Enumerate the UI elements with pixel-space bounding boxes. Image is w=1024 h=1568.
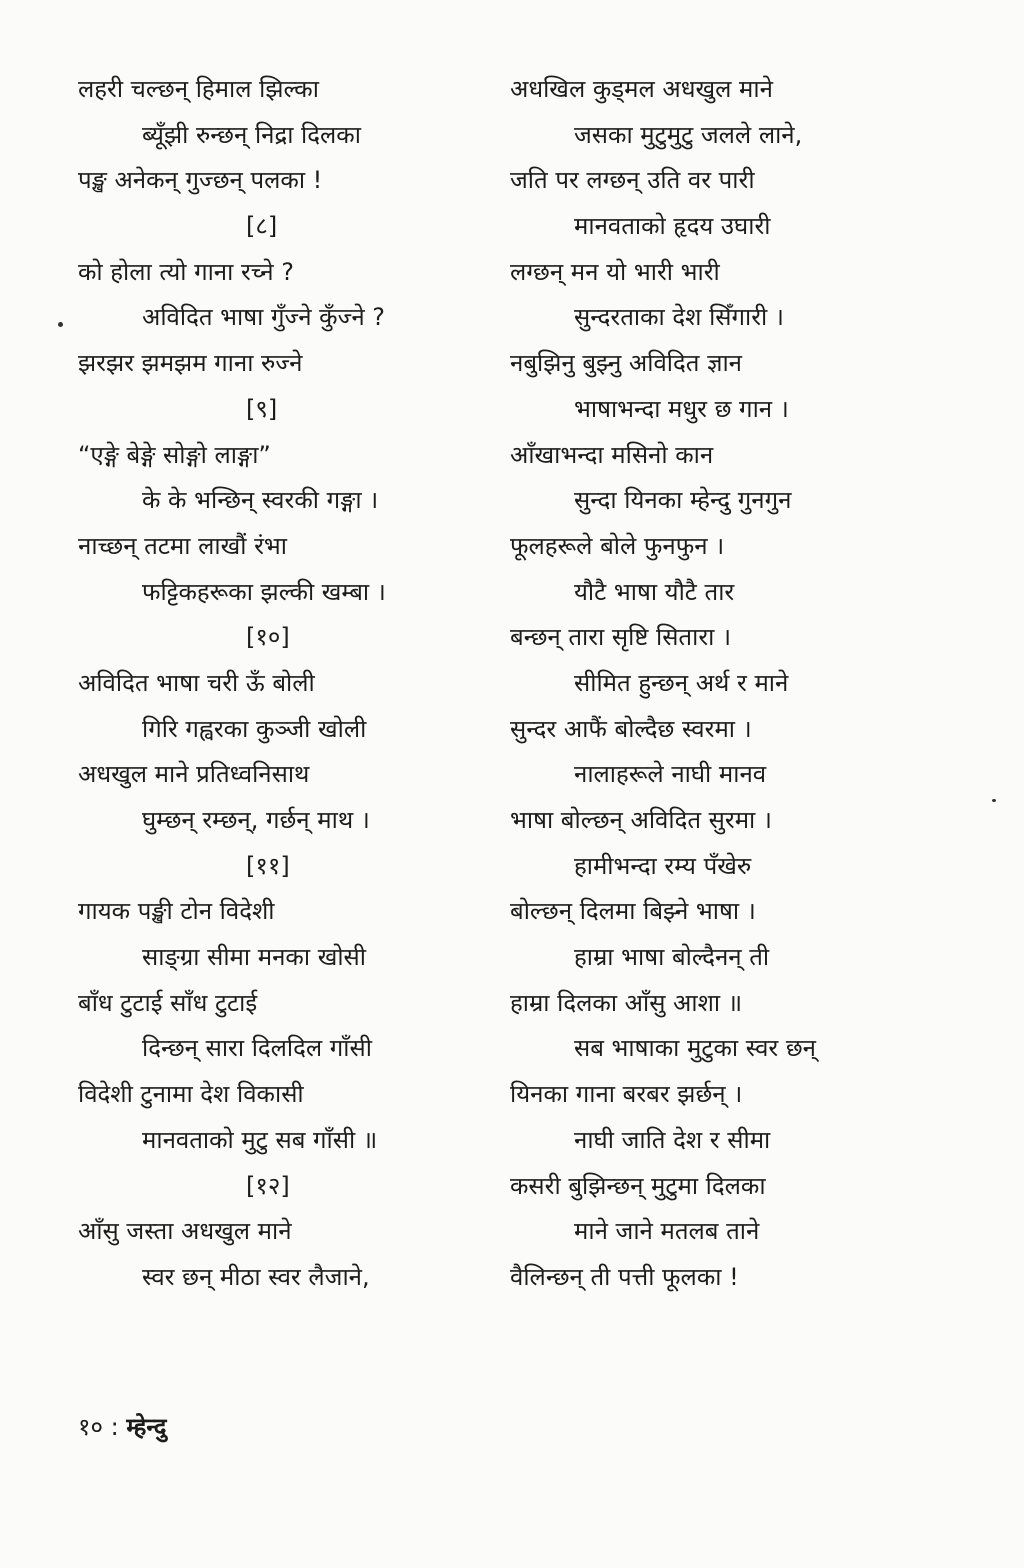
verse-line: झरझर झमझम गाना रुज्ने [78,349,303,378]
verse-line: नाच्छन् तटमा लाखौं रंभा [78,531,287,560]
left-column [78,67,488,1301]
footer-title: म्हेन्दु [126,1413,167,1441]
verse-line: सुन्दर आफैं बोल्दैछ स्वरमा । [510,714,752,743]
verse-line: बोल्छन् दिलमा बिझ्ने भाषा । [510,897,756,926]
verse-line: दिन्छन् सारा दिलदिल गाँसी [142,1034,372,1063]
verse-line: नालाहरूले नाघी मानव [574,760,767,789]
verse-line: यिनका गाना बरबर झर्छन् । [510,1080,743,1109]
stanza-number: [११] [246,851,290,880]
verse-line: गायक पङ्खी टोन विदेशी [78,897,275,926]
footer-separator: : [110,1413,119,1441]
verse-line: ब्यूँझी रुन्छन् निद्रा दिलका [142,120,361,149]
verse-line: अधखिल कुड्मल अधखुल माने [510,75,773,103]
verse-line: “एङ्गे बेङ्गे सोङ्गो लाङ्गा” [78,440,271,469]
verse-line: लग्छन् मन यो भारी भारी [510,257,720,286]
right-column [510,67,950,1301]
stanza-number: [८] [246,212,278,241]
verse-line: सब भाषाका मुटुका स्वर छन् [574,1034,817,1063]
verse-line: पङ्ख अनेकन् गुज्छन् पलका ! [78,166,323,195]
verse-line: नबुझिनु बुझ्नु अविदित ज्ञान [510,349,742,378]
verse-line: लहरी चल्छन् हिमाल झिल्का [78,75,319,103]
verse-line: कसरी बुझिन्छन् मुटुमा दिलका [510,1171,766,1200]
verse-line: यौटै भाषा यौटै तार [574,577,735,606]
verse-line: घुम्छन् रम्छन्, गर्छन् माथ । [142,806,370,834]
verse-line: जसका मुटुमुटु जलले लाने, [574,120,803,149]
verse-line: विदेशी टुनामा देश विकासी [78,1080,304,1109]
verse-line: गिरि गह्वरका कुञ्जी खोली [142,714,367,743]
verse-line: आँखाभन्दा मसिनो कान [510,440,714,469]
verse-line: आँसु जस्ता अधखुल माने [78,1217,292,1246]
verse-line: हाम्रा दिलका आँसु आशा ॥ [510,988,743,1017]
stanza-number: [९] [246,394,278,423]
verse-line: मानवताको हृदय उघारी [574,212,771,241]
verse-line: मानवताको मुटु सब गाँसी ॥ [142,1125,378,1154]
verse-line: सुन्दरताका देश सिँगारी । [574,303,784,332]
verse-line: अविदित भाषा गुँज्ने कुँज्ने ? [142,303,386,332]
verse-line: भाषा बोल्छन् अविदित सुरमा । [510,806,772,834]
verse-line: अविदित भाषा चरी ऊँ बोली [78,668,315,697]
speck-mark [992,799,996,802]
verse-line: बन्छन् तारा सृष्टि सितारा । [510,623,732,652]
stanza-number: [१०] [246,623,290,652]
stanza-number: [१२] [246,1171,290,1200]
verse-line: सुन्दा यिनका म्हेन्दु गुनगुन [574,486,792,515]
verse-line: स्वर छन् मीठा स्वर लैजाने, [142,1262,370,1291]
verse-line: अधखुल माने प्रतिध्वनिसाथ [78,760,310,789]
verse-line: बाँध टुटाई साँध टुटाई [78,988,258,1017]
verse-line: हाम्रा भाषा बोल्दैनन् ती [574,943,770,972]
verse-line: भाषाभन्दा मधुर छ गान । [574,394,789,423]
verse-line: सीमित हुन्छन् अर्थ र माने [574,668,789,697]
page-number: १० [78,1413,103,1441]
verse-line: वैलिन्छन् ती पत्ती फूलका ! [510,1262,739,1291]
page-footer [78,1410,167,1443]
verse-line: हामीभन्दा रम्य पँखेरु [574,851,752,880]
verse-line: के के भन्छिन् स्वरकी गङ्गा । [142,486,379,515]
verse-line: जति पर लग्छन् उति वर पारी [510,166,755,195]
verse-line: को होला त्यो गाना रच्ने ? [78,257,294,286]
verse-line: फूलहरूले बोले फुनफुन । [510,531,725,560]
verse-line: नाघी जाति देश र सीमा [574,1125,771,1154]
speck-mark [58,322,63,327]
verse-line: माने जाने मतलब ताने [574,1217,760,1246]
verse-line: साङ्ग्रा सीमा मनका खोसी [142,943,366,972]
verse-line: फट्टिकहरूका झल्की खम्बा । [142,577,386,606]
